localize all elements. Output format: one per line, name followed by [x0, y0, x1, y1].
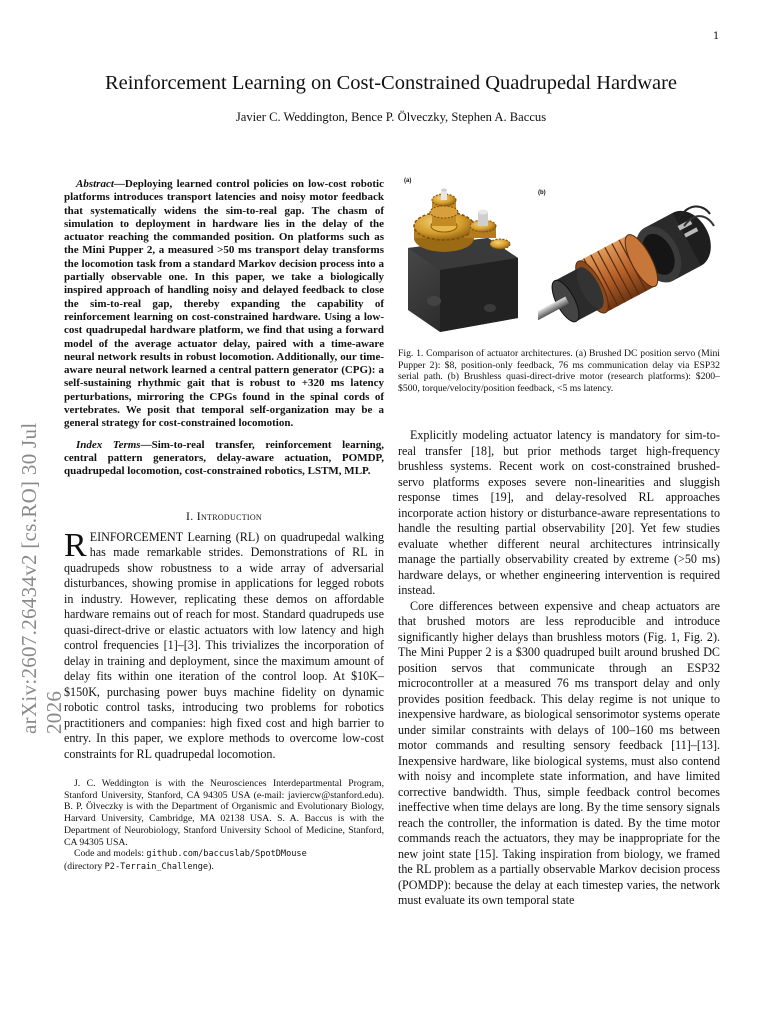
brushless-motor-illustration [538, 192, 720, 338]
affiliation-footnote: J. C. Weddington is with the Neurosciences Interdepartmental Program, Stanford University, Stanford, CA 94305 USA (e-mail: javiercw@stanford.edu). B. P. Ölveczky is with the Department of Organismic and Evolutionary Biology, Harvard University, Cambridge, MA 02138 USA. S. A. Baccus is with the Department of Neurobiology, Stanford University School of Medicine, Stanford, CA 94305 USA. [64, 778, 384, 848]
author-list: Javier C. Weddington, Bence P. Ölveczky, Stephen A. Baccus [235, 110, 547, 124]
code-footnote [64, 848, 384, 873]
paper-title: Reinforcement Learning on Cost-Constrained Quadrupedal Hardware [104, 72, 678, 94]
directory-suffix: ). [208, 860, 214, 872]
right-column [398, 172, 720, 909]
paragraph-actuators: Core differences between expensive and cheap actuators are that brushed motors are less reproducible and introduce significantly higher delays than brushless motors (Fig. 1, Fig. 2). The Mini Pupper 2 is a $300 quadruped built around brushed DC position servos that communicate through an ESP32 microcontroller at a measured 76 ms transport delay and only provides position feedback. This delay regime is not unique to inexpensive hardware, as biological sensorimotor systems operate under similar constraints with delays of 100–160 ms between motor commands and resulting sensory feedback [11]–[13]. Inexpensive hardware, like biological systems, must also contend with noisy and incomplete state information, and have limited corrective bandwidth. Thus, simple feedback control becomes ineffective when time delays are long. By the time sensory signals reach the controller, the information is dated. By the time motor commands reach the actuators, they may be inappropriate for the new joint state [15]. Taking inspiration from biology, we framed the RL problem as a partially observable Markov decision process (POMDP): because the delay at each timestep varies, the network must evaluate its own temporal state [398, 598, 720, 908]
intro-paragraph [64, 526, 384, 763]
panel-a-label: (a) [404, 178, 412, 184]
abstract-label: Abstract [76, 178, 114, 190]
right-body [398, 428, 720, 909]
abstract [64, 178, 384, 431]
abstract-text: —Deploying learned control policies on low-cost robotic platforms introduces transport latencies and noisy motor feedback that systematically widens the sim-to-real gap. The chasm of simulation to deployment in hardware lies in the delay of the actuator reaching the commanded position. On platforms such as the Mini Pupper 2, a measured >50 ms transport delay transforms the locomotion task from a standard Markov decision process into a partially observable one. In this paper, we take a biologically inspired approach of handling noisy and delayed feedback to close the sim-to-real gap, thereby expanding the capability of reinforcement learning on cost-constrained hardware. Using a low-cost quadrupedal hardware platform, we find that using a forward model of the average actuator delay, paired with a time-aware neural network results in robust locomotion. Additionally, our time-aware neural network learned a central pattern generator (CPG): a self-sustaining rhythmic gait that is robust to +320 ms latency perturbations, mirroring the CPGs found in the spinal cords of vertebrates. We posit that temporal self-organization may be a general strategy for cost-constrained locomotion. [64, 178, 384, 430]
index-terms-label: Index Terms [76, 438, 141, 451]
code-link[interactable]: github.com/baccuslab/SpotDMouse [146, 849, 307, 860]
index-terms [64, 439, 384, 479]
section-heading: I. Introduction [185, 508, 263, 523]
directory-prefix: (directory [64, 860, 105, 872]
page-number: 1 [713, 31, 720, 42]
figure-1 [398, 172, 720, 338]
index-terms-text: —Sim-to-real transfer, reinforcement learning, central pattern generators, delay-aware actuation, POMDP, quadrupedal locomotion, cost-constrained robotics, LSTM, MLP. [64, 438, 384, 478]
paragraph-latency: Explicitly modeling actuator latency is mandatory for sim-to-real transfer [18], but prior methods target high-frequency brushless systems. Recent work on cost-constrained brushed-servo platforms exposes severe non-linearities and sluggish response times [19], and delay-resolved RL approaches incorporate action history or disturbance-aware representations to handle the resulting partial observability [20]. Yet few studies evaluate whether different neural architectures intrinsically manage the partially observability created by extreme (>50 ms) hardware delays, or whether engineering intervention is required instead. [398, 428, 720, 598]
servo-motor-illustration [400, 186, 536, 336]
directory-name: P2-Terrain_Challenge [104, 861, 209, 872]
arxiv-stamp: arXiv:2607.26434v2 [cs.RO] 30 Jul 2026 [17, 422, 66, 734]
left-column [64, 178, 384, 874]
intro-text: EINFORCEMENT Learning (RL) on quadrupedal walking has made remarkable strides. Demonstrations of RL in quadrupeds show robustness to a wide array of adversarial disturbances, showing promise in applications for legged robots in industry. However, replicating these demos on affordable hardware remains out of reach for most. Standard quadrupeds use quasi-direct-drive or elastic actuators with low latency and high control frequencies [1]–[3]. This trivializes the incorporation of delay in training and deployment, since the maximum amount of delay fits within one iteration of the control loop. At $10K–$150K, purchasing power buys machine fidelity on dynamic robotic control tasks, introducing two problems for robotics practitioners and companies: high fixed cost and high barrier to entry. In this paper, we explore methods to overcome low-cost constraints for RL quadrupedal locomotion. [64, 529, 384, 761]
panel-b-label: (b) [538, 190, 546, 196]
code-prefix: Code and models: [74, 848, 147, 860]
figure-caption: Fig. 1. Comparison of actuator architectures. (a) Brushed DC position servo (Mini Pupper 2): $8, position-only feedback, 76 ms communication delay via ESP32 serial path. (b) Brushless quasi-direct-drive motor (research platforms): $200–$500, torque/velocity/position feedback, <5 ms latency. [398, 348, 720, 394]
drop-cap: R [64, 526, 87, 564]
